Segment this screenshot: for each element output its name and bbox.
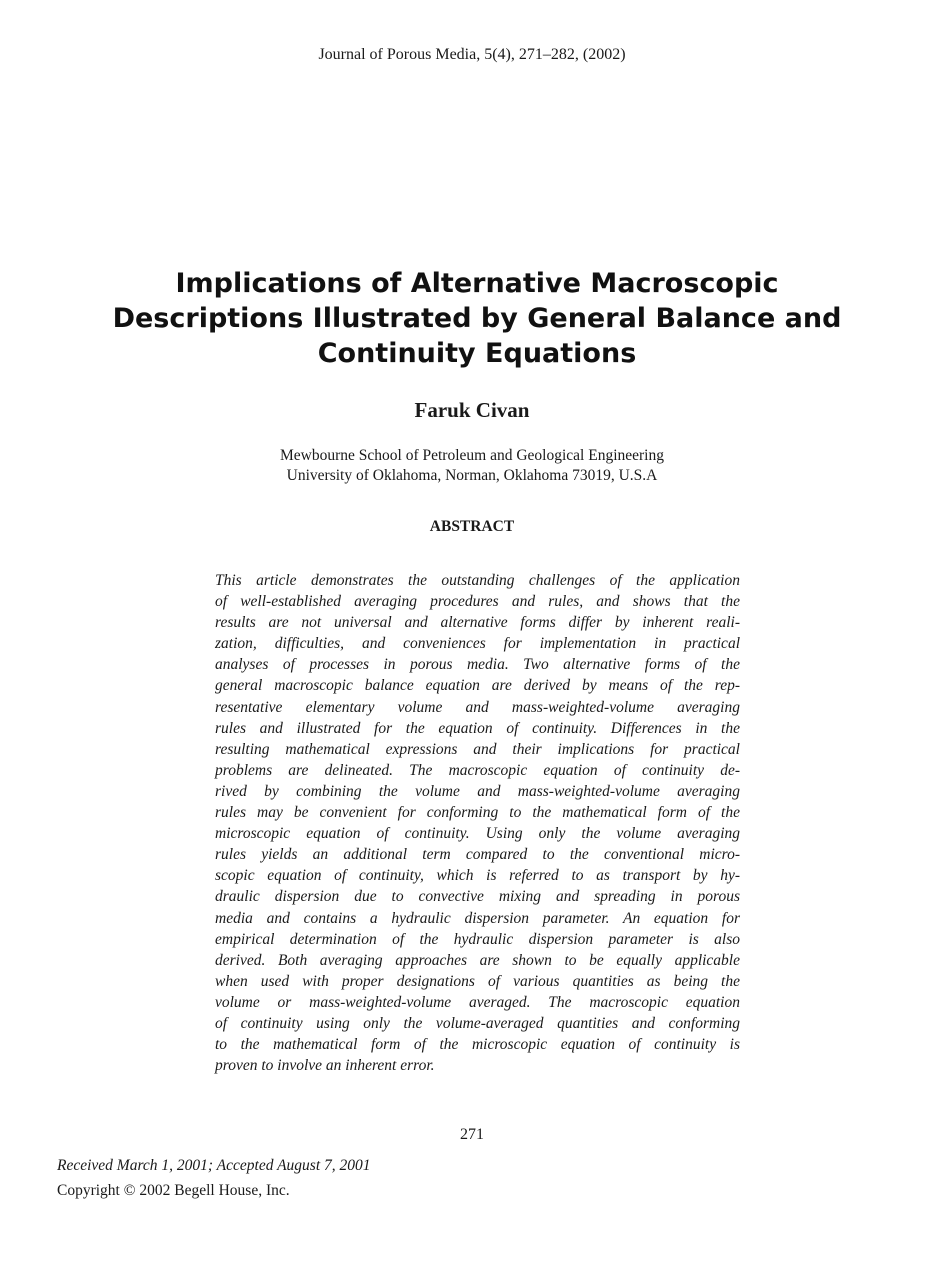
title-line: Descriptions Illustrated by General Balance and <box>112 303 842 334</box>
abstract-line: general macroscopic balance equation are derived by means of the rep- <box>215 677 740 695</box>
abstract-line: to the mathematical form of the microscopic equation of continuity is <box>215 1036 740 1054</box>
abstract-line: scopic equation of continuity, which is referred to as transport by hy- <box>215 867 740 885</box>
abstract-line: resulting mathematical expressions and their implications for practical <box>215 740 740 758</box>
abstract-line: rived by combining the volume and mass-weighted-volume averaging <box>215 782 740 800</box>
abstract-line: problems are delineated. The macroscopic equation of continuity de- <box>215 761 740 779</box>
abstract-line: This article demonstrates the outstanding challenges of the application <box>215 572 740 589</box>
affiliation-line: Mewbourne School of Petroleum and Geological Engineering <box>280 447 664 464</box>
abstract-line: microscopic equation of continuity. Using only the volume averaging <box>215 825 740 843</box>
abstract-line: derived. Both averaging approaches are shown to be equally applicable <box>215 951 740 969</box>
article-title <box>60 266 894 371</box>
title-line: Continuity Equations <box>317 338 637 369</box>
title-line: Implications of Alternative Macroscopic <box>175 268 779 299</box>
abstract-line: results are not universal and alternative forms differ by inherent reali- <box>215 614 740 632</box>
received-dates: Received March 1, 2001; Accepted August 7, 2001 <box>57 1157 371 1174</box>
abstract-line: of continuity using only the volume-averaged quantities and conforming <box>215 1014 740 1032</box>
abstract-line: analyses of processes in porous media. Two alternative forms of the <box>215 656 740 674</box>
abstract-line: empirical determination of the hydraulic dispersion parameter is also <box>215 930 740 948</box>
affiliation-line: University of Oklahoma, Norman, Oklahoma 73019, U.S.A <box>286 467 658 484</box>
abstract-line: proven to involve an inherent error. <box>215 1057 435 1075</box>
abstract-line: resentative elementary volume and mass-weighted-volume averaging <box>215 698 740 716</box>
author-affiliation <box>0 446 944 486</box>
abstract-heading: ABSTRACT <box>429 518 515 535</box>
page-number: 271 <box>460 1126 484 1143</box>
abstract-line: rules may be convenient for conforming to the mathematical form of the <box>215 804 740 822</box>
abstract-line: rules yields an additional term compared to the conventional micro- <box>215 846 740 864</box>
abstract-body <box>215 570 740 1076</box>
copyright-notice: Copyright © 2002 Begell House, Inc. <box>57 1182 290 1199</box>
abstract-line: of well-established averaging procedures and rules, and shows that the <box>215 593 740 611</box>
abstract-line: media and contains a hydraulic dispersion parameter. An equation for <box>215 909 740 927</box>
author-name: Faruk Civan <box>414 398 530 422</box>
abstract-line: rules and illustrated for the equation of continuity. Differences in the <box>215 719 740 737</box>
abstract-line: volume or mass-weighted-volume averaged. The macroscopic equation <box>215 993 740 1011</box>
abstract-line: when used with proper designations of various quantities as being the <box>215 972 740 990</box>
abstract-line: draulic dispersion due to convective mixing and spreading in porous <box>215 888 740 906</box>
running-head: Journal of Porous Media, 5(4), 271–282, (2002) <box>318 46 626 63</box>
abstract-line: zation, difficulties, and conveniences for implementation in practical <box>215 635 740 653</box>
